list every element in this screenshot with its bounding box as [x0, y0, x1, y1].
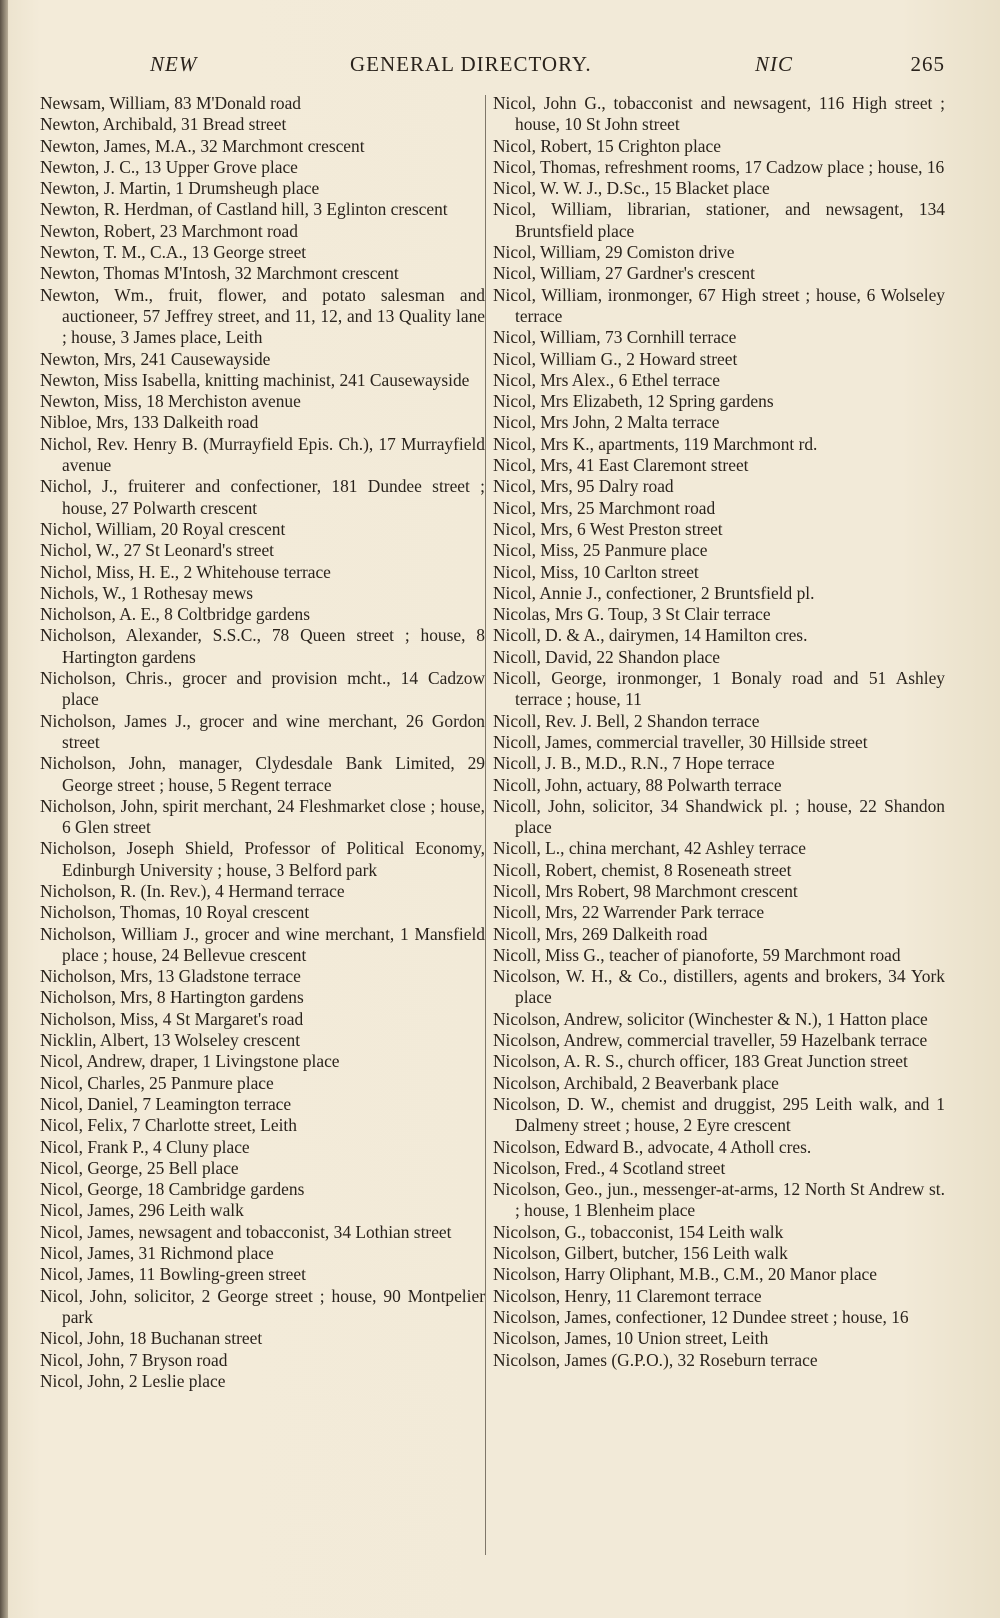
directory-entry: Nicoll, Mrs, 22 Warrender Park terrace [493, 902, 765, 923]
directory-entry: Nicol, John, solicitor, 2 George street ; house, 90 Montpelier park [40, 1285, 485, 1327]
directory-entry: Nicolson, James, 10 Union street, Leith [493, 1328, 769, 1349]
directory-entry: Nicholson, James J., grocer and wine merchant, 26 Gordon street [40, 710, 485, 752]
directory-entry: Nicol, Felix, 7 Charlotte street, Leith [40, 1115, 297, 1136]
directory-entry: Nicol, George, 25 Bell place [40, 1157, 239, 1178]
directory-entry: Nicol, Miss, 25 Panmure place [493, 540, 708, 561]
directory-entry: Nicoll, D. & A., dairymen, 14 Hamilton cres. [493, 625, 808, 646]
directory-entry: Nicolas, Mrs G. Toup, 3 St Clair terrace [493, 604, 771, 625]
directory-entry: Newton, J. C., 13 Upper Grove place [40, 156, 298, 177]
directory-entry: Nichol, W., 27 St Leonard's street [40, 540, 275, 561]
directory-entry: Nicolson, A. R. S., church officer, 183 Great Junction street [493, 1051, 908, 1072]
column-divider [485, 95, 486, 1555]
directory-entry: Nicholson, A. E., 8 Coltbridge gardens [40, 604, 311, 625]
directory-entry: Nicol, George, 18 Cambridge gardens [40, 1179, 305, 1200]
directory-entry: Newton, R. Herdman, of Castland hill, 3 Eglinton crescent [40, 199, 448, 220]
directory-entry: Nicholson, John, spirit merchant, 24 Fleshmarket close ; house, 6 Glen street [40, 795, 485, 838]
directory-entry: Nicholson, Thomas, 10 Royal crescent [40, 902, 310, 923]
directory-entry: Nicolson, Fred., 4 Scotland street [493, 1157, 726, 1178]
directory-entry: Newton, J. Martin, 1 Drumsheugh place [40, 178, 320, 199]
directory-entry: Nicol, William, 27 Gardner's crescent [493, 263, 755, 284]
directory-entry: Nicol, Robert, 15 Crighton place [493, 135, 721, 156]
directory-entry: Nicol, James, newsagent and tobacconist, 34 Lothian street [40, 1221, 452, 1242]
directory-entry: Nicholson, Mrs, 8 Hartington gardens [40, 987, 304, 1008]
directory-entry: Nicol, Mrs, 95 Dalry road [493, 476, 674, 497]
directory-entry: Nicol, Mrs Alex., 6 Ethel terrace [493, 369, 720, 390]
directory-entry: Nicol, Thomas, refreshment rooms, 17 Cadzow place ; house, 16 [493, 156, 945, 177]
left-column [40, 93, 485, 1392]
directory-entry: Nicol, Frank P., 4 Cluny place [40, 1136, 250, 1157]
directory-entry: Nicol, Annie J., confectioner, 2 Bruntsfield pl. [493, 582, 815, 603]
directory-entry: Nicol, Mrs, 41 East Claremont street [493, 455, 749, 476]
directory-entry: Nicholson, R. (In. Rev.), 4 Hermand terrace [40, 880, 345, 901]
directory-entry: Nicolson, Andrew, solicitor (Winchester & N.), 1 Hatton place [493, 1008, 928, 1029]
directory-entry: Nicolson, D. W., chemist and druggist, 295 Leith walk, and 1 Dalmeny street ; house, 2 Eyre crescent [493, 1093, 945, 1136]
directory-entry: Nicol, James, 11 Bowling-green street [40, 1264, 306, 1285]
directory-entry: Nicolson, James (G.P.O.), 32 Roseburn terrace [493, 1349, 818, 1370]
directory-entry: Nicol, Daniel, 7 Leamington terrace [40, 1093, 292, 1114]
directory-entry: Nicol, Mrs John, 2 Malta terrace [493, 412, 720, 433]
directory-entry: Nicol, Andrew, draper, 1 Livingstone place [40, 1051, 340, 1072]
directory-entry: Nicol, William G., 2 Howard street [493, 348, 738, 369]
directory-entry: Nicolson, Andrew, commercial traveller, 59 Hazelbank terrace [493, 1030, 928, 1051]
directory-entry: Nicoll, George, ironmonger, 1 Bonaly road and 51 Ashley terrace ; house, 11 [493, 668, 945, 710]
directory-entry: Nicolson, Gilbert, butcher, 156 Leith walk [493, 1243, 788, 1264]
directory-entry: Nicoll, Robert, chemist, 8 Roseneath street [493, 859, 792, 880]
directory-entry: Nicklin, Albert, 13 Wolseley crescent [40, 1030, 301, 1051]
directory-entry: Nicholson, Miss, 4 St Margaret's road [40, 1008, 304, 1029]
directory-entry: Newton, Robert, 23 Marchmont road [40, 220, 298, 241]
directory-entry: Nicoll, John, solicitor, 34 Shandwick pl. ; house, 22 Shandon place [493, 795, 945, 838]
header-left: NEW [150, 52, 198, 76]
page-header [150, 52, 945, 82]
directory-entry: Nicholson, Chris., grocer and provision mcht., 14 Cadzow place [40, 668, 485, 710]
directory-entry: Nicholson, John, manager, Clydesdale Bank Limited, 29 George street ; house, 5 Regent terrace [40, 753, 485, 795]
directory-entry: Newton, Wm., fruit, flower, and potato salesman and auctioneer, 57 Jeffrey street, and 11, 12, and 13 Quality lane ; house, 3 James place, Leith [40, 284, 485, 348]
directory-entry: Nicol, Mrs Elizabeth, 12 Spring gardens [493, 391, 774, 412]
directory-entry: Newsam, William, 83 M'Donald road [40, 93, 301, 113]
directory-entry: Newton, T. M., C.A., 13 George street [40, 242, 307, 263]
directory-entry: Nicoll, Mrs Robert, 98 Marchmont crescent [493, 880, 798, 901]
directory-entry: Nicoll, James, commercial traveller, 30 Hillside street [493, 731, 868, 752]
directory-entry: Nicholson, William J., grocer and wine merchant, 1 Mansfield place ; house, 24 Bellevue crescent [40, 923, 485, 965]
directory-entry: Newton, Archibald, 31 Bread street [40, 114, 287, 135]
directory-entry: Nicoll, David, 22 Shandon place [493, 646, 720, 667]
page-number: 265 [910, 52, 945, 76]
directory-entry: Nicolson, Edward B., advocate, 4 Atholl cres. [493, 1136, 812, 1157]
directory-entry: Newton, Miss Isabella, knitting machinist, 241 Causewayside [40, 369, 470, 390]
directory-entry: Nicol, James, 31 Richmond place [40, 1243, 274, 1264]
directory-entry: Nichol, Rev. Henry B. (Murrayfield Epis. Ch.), 17 Murrayfield avenue [40, 433, 485, 476]
directory-entry: Nicol, William, ironmonger, 67 High street ; house, 6 Wolseley terrace [493, 284, 945, 326]
directory-entry: Nicolson, Henry, 11 Claremont terrace [493, 1285, 762, 1306]
directory-entry: Newton, Thomas M'Intosh, 32 Marchmont crescent [40, 263, 399, 284]
directory-entry: Nicol, Charles, 25 Panmure place [40, 1072, 274, 1093]
directory-entry: Nicoll, Mrs, 269 Dalkeith road [493, 923, 708, 944]
directory-entry: Nicol, Miss, 10 Carlton street [493, 561, 699, 582]
directory-entry: Newton, James, M.A., 32 Marchmont crescent [40, 135, 365, 156]
directory-entry: Nicol, Mrs K., apartments, 119 Marchmont rd. [493, 433, 818, 454]
header-section: NIC [755, 52, 794, 76]
directory-entry: Nicholson, Alexander, S.S.C., 78 Queen street ; house, 8 Hartington gardens [40, 625, 485, 667]
directory-entry: Nicoll, J. B., M.D., R.N., 7 Hope terrace [493, 753, 775, 774]
directory-entry: Newton, Miss, 18 Merchiston avenue [40, 391, 301, 412]
directory-entry: Nicolson, Archibald, 2 Beaverbank place [493, 1072, 779, 1093]
directory-entry: Nicholson, Mrs, 13 Gladstone terrace [40, 966, 301, 987]
directory-entry: Nicolson, Geo., jun., messenger-at-arms, 12 North St Andrew st. ; house, 1 Blenheim place [493, 1179, 945, 1221]
directory-entry: Nicol, W. W. J., D.Sc., 15 Blacket place [493, 178, 770, 199]
directory-entry: Nicol, William, 29 Comiston drive [493, 242, 735, 263]
directory-entry: Nicoll, Miss G., teacher of pianoforte, 59 Marchmont road [493, 944, 901, 965]
directory-entry: Nicol, Mrs, 6 West Preston street [493, 518, 723, 539]
directory-entry: Nicol, William, librarian, stationer, and newsagent, 134 Bruntsfield place [493, 199, 945, 241]
directory-entry: Nicoll, L., china merchant, 42 Ashley terrace [493, 838, 806, 859]
directory-entry: Nicolson, W. H., & Co., distillers, agents and brokers, 34 York place [493, 966, 945, 1008]
directory-entry: Nicoll, John, actuary, 88 Polwarth terrace [493, 774, 782, 795]
directory-entry: Nicolson, James, confectioner, 12 Dundee street ; house, 16 [493, 1306, 909, 1327]
directory-entry: Nicol, Mrs, 25 Marchmont road [493, 497, 716, 518]
directory-entry: Nichol, Miss, H. E., 2 Whitehouse terrace [40, 561, 331, 582]
directory-entry: Nicolson, Harry Oliphant, M.B., C.M., 20 Manor place [493, 1264, 877, 1285]
directory-entry: Nicol, William, 73 Cornhill terrace [493, 327, 737, 348]
directory-entry: Nicol, John G., tobacconist and newsagent, 116 High street ; house, 10 St John street [493, 93, 945, 135]
directory-entry: Nichol, William, 20 Royal crescent [40, 518, 286, 539]
book-spine-edge [0, 0, 8, 1618]
header-title: GENERAL DIRECTORY. [350, 52, 592, 76]
directory-entry: Nibloe, Mrs, 133 Dalkeith road [40, 412, 259, 433]
directory-entry: Nicol, John, 18 Buchanan street [40, 1328, 263, 1349]
directory-entry: Nicol, John, 2 Leslie place [40, 1370, 226, 1391]
right-column [493, 93, 945, 1371]
directory-entry: Nicolson, G., tobacconist, 154 Leith walk [493, 1221, 784, 1242]
directory-entry: Nicol, John, 7 Bryson road [40, 1349, 228, 1370]
directory-entry: Nicoll, Rev. J. Bell, 2 Shandon terrace [493, 710, 760, 731]
directory-entry: Nichols, W., 1 Rothesay mews [40, 582, 254, 603]
directory-entry: Newton, Mrs, 241 Causewayside [40, 348, 271, 369]
directory-entry: Nicholson, Joseph Shield, Professor of Political Economy, Edinburgh University ; house, 3 Belford park [40, 838, 485, 880]
directory-entry: Nicol, James, 296 Leith walk [40, 1200, 244, 1221]
directory-entry: Nichol, J., fruiterer and confectioner, 181 Dundee street ; house, 27 Polwarth crescent [40, 476, 485, 518]
